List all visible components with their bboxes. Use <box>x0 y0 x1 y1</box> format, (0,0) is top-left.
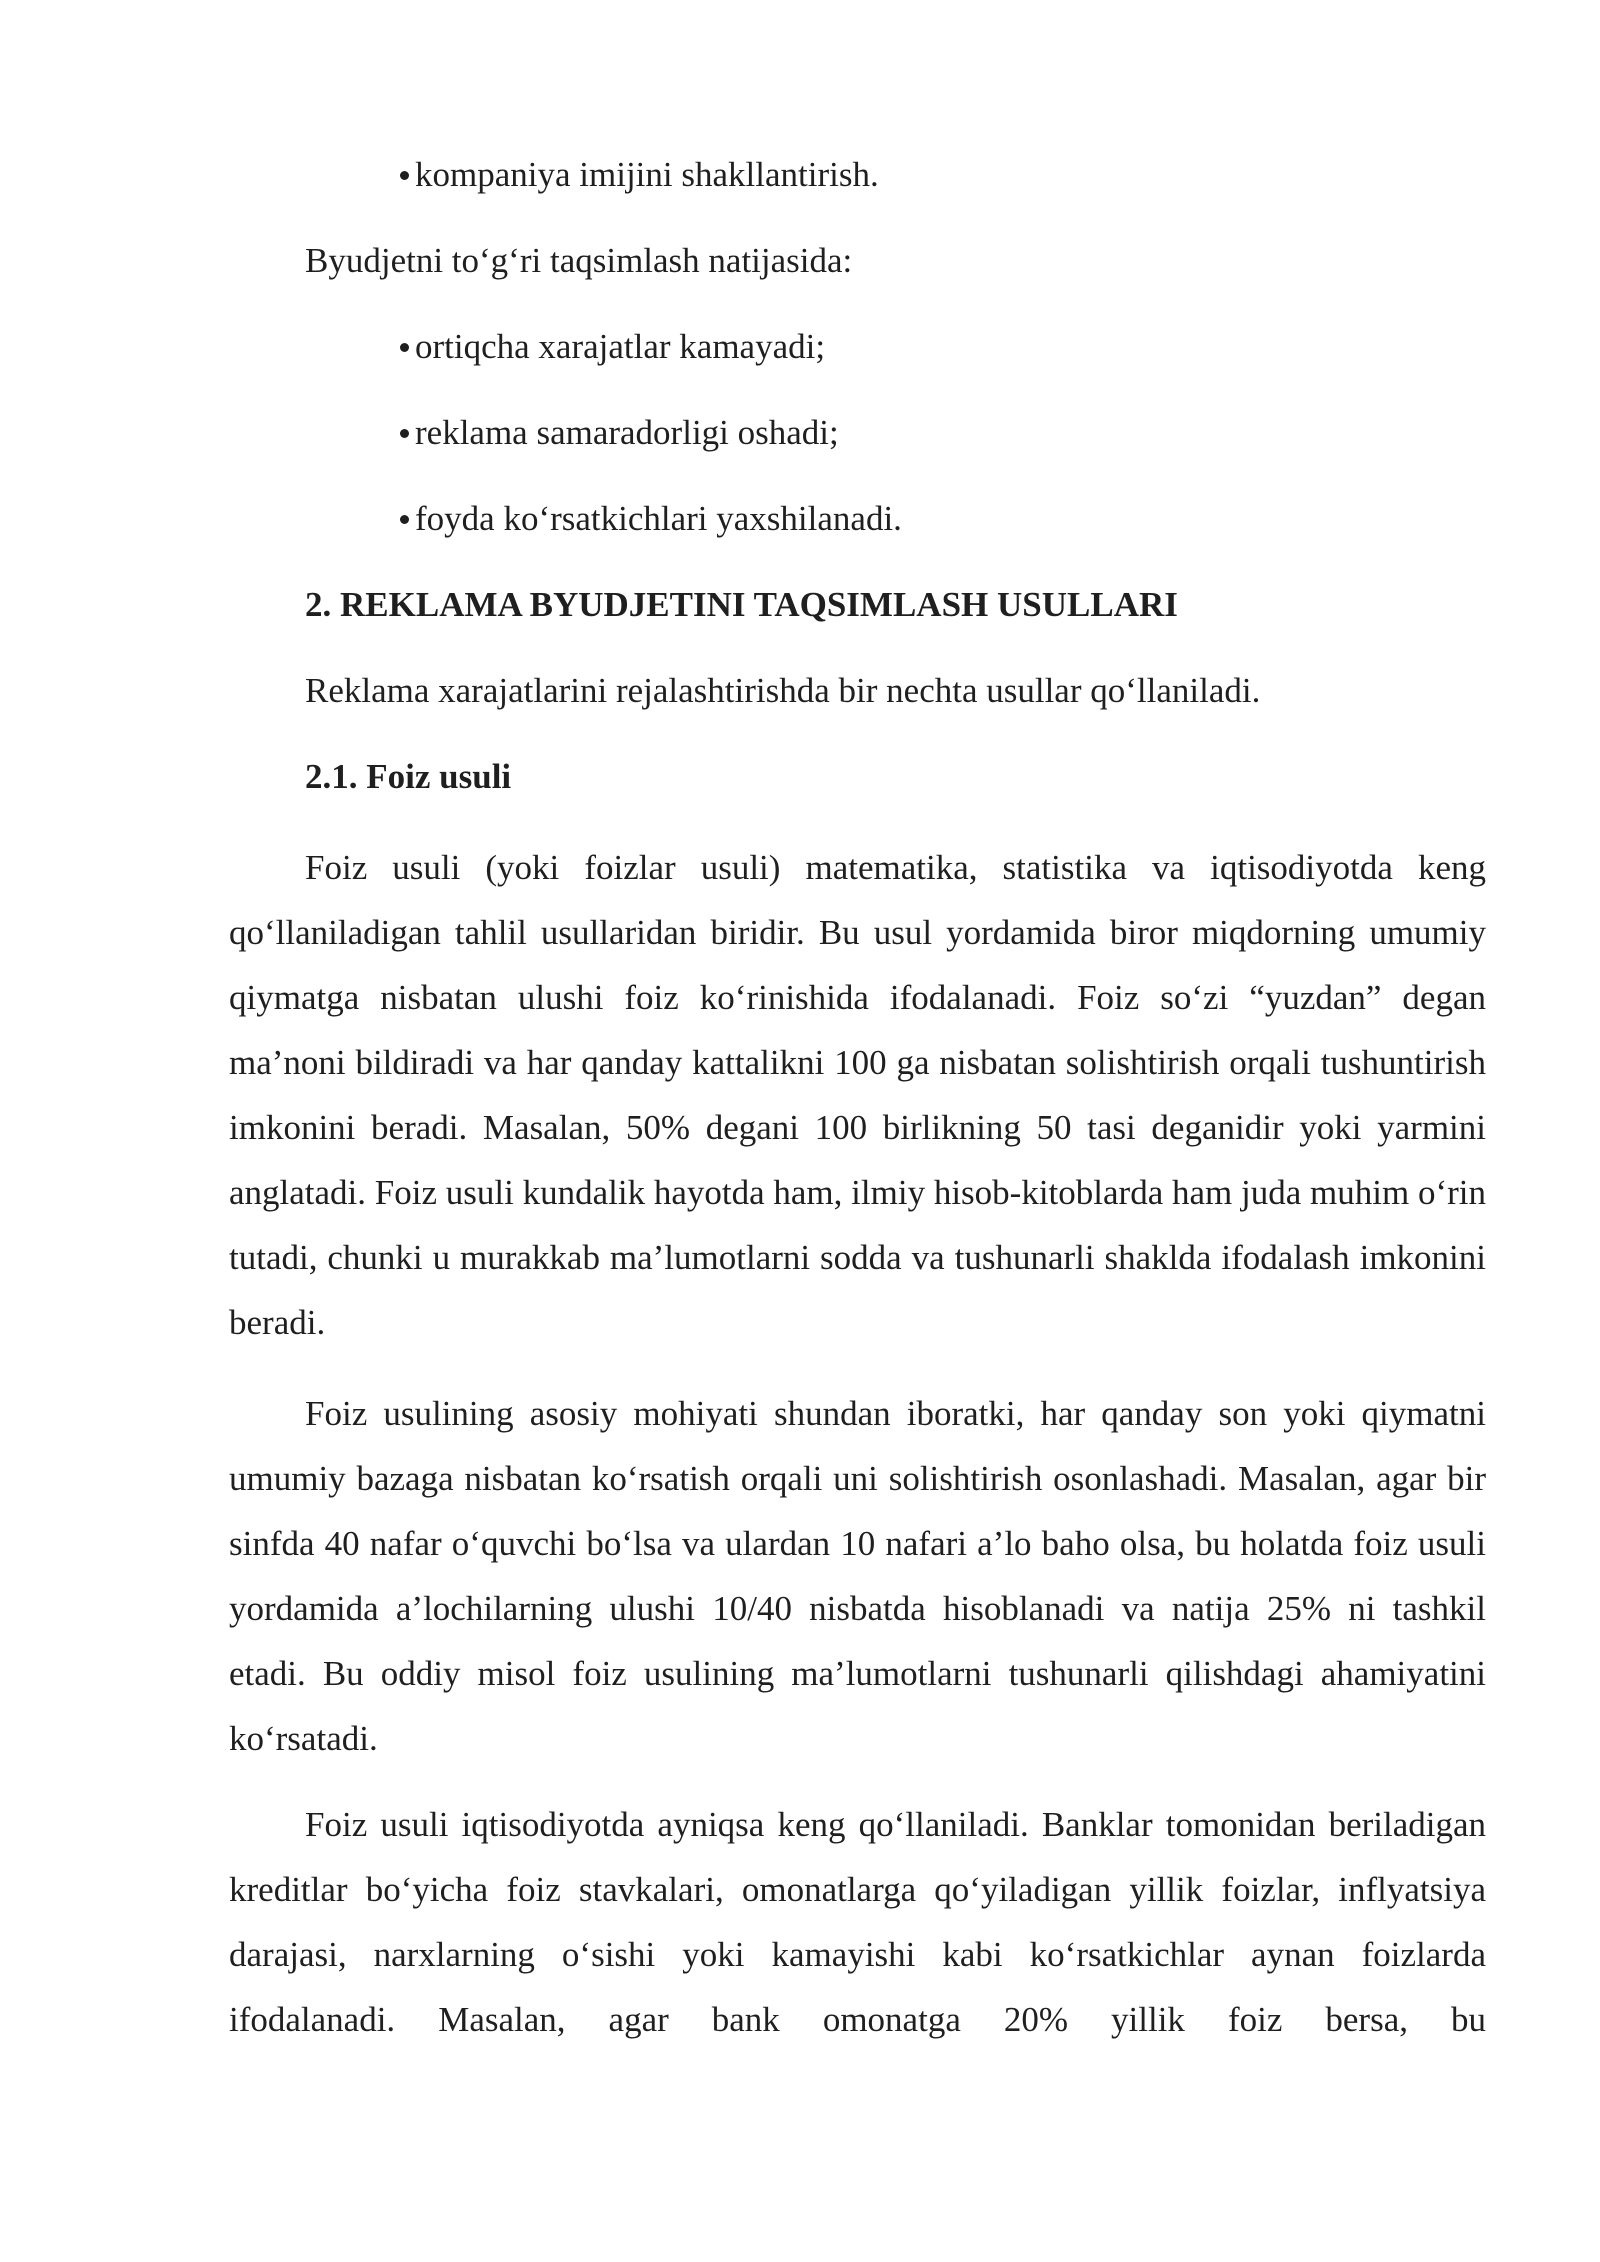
list-item <box>400 411 839 455</box>
body-paragraph: Foiz usulining asosiy mohiyati shundan iboratki, har qanday son yoki qiymatni umumiy bazaga nisbatan ko‘rsatish orqali uni solishtirish osonlashadi. Masalan, agar bir sinfda 40 nafar o‘quvchi bo‘lsa va ulardan 10 nafari a’lo baho olsa, bu holatda foiz usuli yordamida a’lochilarning ulushi 10/40 nisbatda hisoblanadi va natija 25% ni tashkil etadi. Bu oddiy misol foiz usulining ma’lumotlarni tushunarli qilishdagi ahamiyatini ko‘rsatadi. <box>229 1394 1486 1758</box>
list-item <box>400 325 825 369</box>
list-item-text: foyda ko‘rsatkichlari yaxshilanadi. <box>415 499 902 538</box>
bullet-icon <box>400 343 409 352</box>
list-item <box>400 497 902 541</box>
section-heading: 2. REKLAMA BYUDJETINI TAQSIMLASH USULLARI <box>305 585 1178 624</box>
list-item-text: kompaniya imijini shakllantirish. <box>415 155 879 194</box>
body-paragraph: Foiz usuli iqtisodiyotda ayniqsa keng qo‘llaniladi. Banklar tomonidan beriladigan kreditlar bo‘yicha foiz stavkalari, omonatlarga qo‘yiladigan yillik foizlar, inflyatsiya darajasi, narxlarning o‘sishi yoki kamayishi kabi ko‘rsatkichlar aynan foizlarda ifodalanadi. Masalan, agar bank omonatga 20% yillik foiz bersa, bu <box>229 1805 1486 2039</box>
list-item-text: ortiqcha xarajatlar kamayadi; <box>415 327 826 366</box>
subsection-heading: 2.1. Foiz usuli <box>305 757 512 796</box>
body-paragraph: Foiz usuli (yoki foizlar usuli) matematika, statistika va iqtisodiyotda keng qo‘llaniladigan tahlil usullaridan biridir. Bu usul yordamida biror miqdorning umumiy qiymatga nisbatan ulushi foiz ko‘rinishida ifodalanadi. Foiz so‘zi “yuzdan” degan ma’noni bildiradi va har qanday kattalikni 100 ga nisbatan solishtirish orqali tushuntirish imkonini beradi. Masalan, 50% degani 100 birlikning 50 tasi deganidir yoki yarmini anglatadi. Foiz usuli kundalik hayotda ham, ilmiy hisob-kitoblarda ham juda muhim o‘rin tutadi, chunki u murakkab ma’lumotlarni sodda va tushunarli shaklda ifodalash imkonini beradi. <box>229 848 1486 1342</box>
bullet-icon <box>400 515 409 524</box>
section-intro: Reklama xarajatlarini rejalashtirishda bir nechta usullar qo‘llaniladi. <box>305 671 1261 710</box>
bullet-icon <box>400 429 409 438</box>
list-item <box>400 153 879 197</box>
result-intro: Byudjetni to‘g‘ri taqsimlash natijasida: <box>305 241 853 280</box>
list-item-text: reklama samaradorligi oshadi; <box>415 413 839 452</box>
bullet-icon <box>400 171 409 180</box>
